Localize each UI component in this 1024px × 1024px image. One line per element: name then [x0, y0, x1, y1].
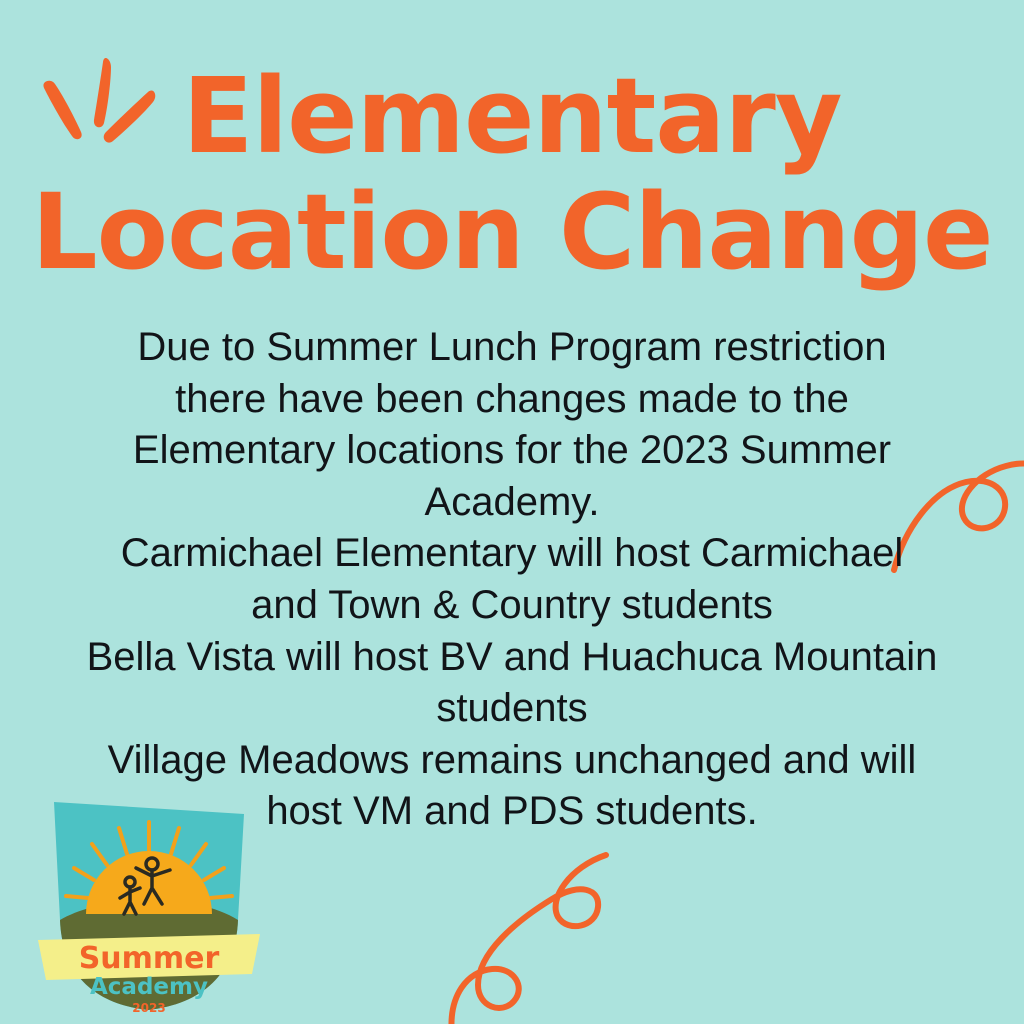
body-line: Bella Vista will host BV and Huachuca Mountain	[86, 634, 938, 679]
loop-squiggle-bottom-icon	[440, 845, 655, 1024]
body-line: students	[436, 686, 588, 731]
body-line: host VM and PDS students.	[266, 789, 758, 834]
body-line: Academy.	[424, 479, 600, 524]
logo-year: 2023	[132, 1001, 166, 1015]
page-title-line-1: Elementary	[182, 55, 842, 177]
body-line: Village Meadows remains unchanged and will	[107, 737, 917, 782]
logo-subtitle: Academy	[90, 974, 208, 1000]
page-title	[0, 55, 1024, 294]
body-line: there have been changes made to the	[175, 376, 849, 421]
body-line: Carmichael Elementary will host Carmichael	[120, 531, 904, 576]
body-line: and Town & Country students	[251, 582, 773, 627]
body-line: Elementary locations for the 2023 Summer	[132, 428, 892, 473]
body-line: Due to Summer Lunch Program restriction	[137, 325, 887, 369]
announcement-body	[62, 322, 962, 838]
logo-title: Summer	[78, 941, 220, 976]
summer-academy-logo	[24, 788, 274, 1018]
page-title-line-2: Location Change	[31, 171, 993, 294]
